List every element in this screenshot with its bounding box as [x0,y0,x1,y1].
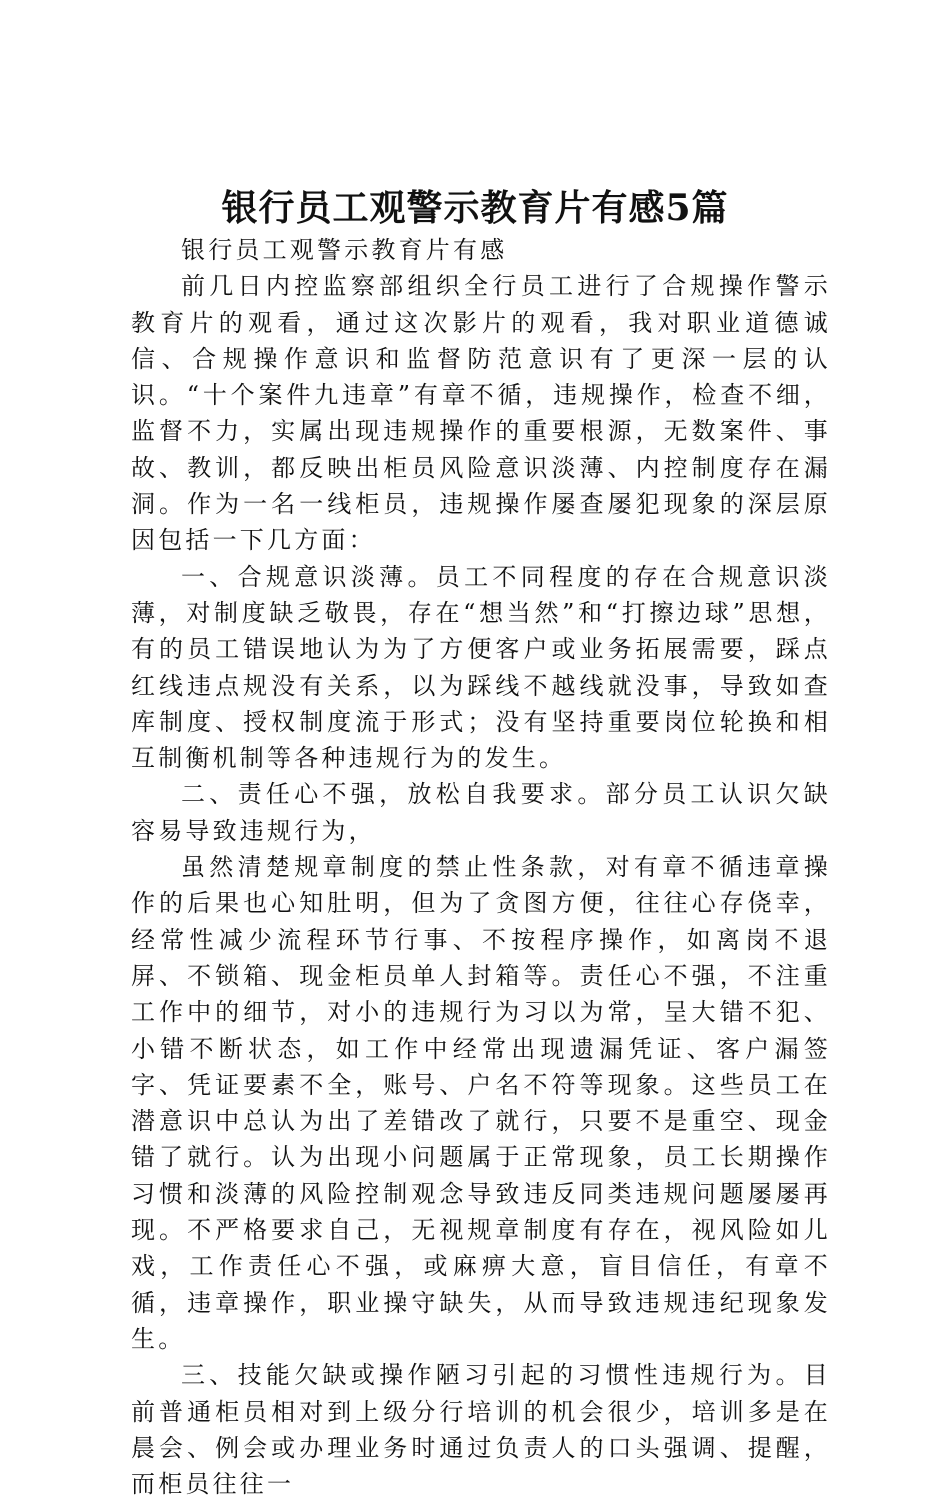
body-paragraph: 一、合规意识淡薄。员工不同程度的存在合规意识淡薄，对制度缺乏敬畏，存在“想当然”和“打擦边球”思想，有的员工错误地认为为了方便客户或业务拓展需要，踩点红线违点规没有关系，以为踩线不越线就没事，导致如查库制度、授权制度流于形式；没有坚持重要岗位轮换和相互制衡机制等各种违规行为的发生。 [131,562,831,773]
body-paragraph: 二、责任心不强，放松自我要求。部分员工认识欠缺容易导致违规行为， [131,780,831,845]
body-paragraph: 虽然清楚规章制度的禁止性条款，对有章不循违章操作的后果也心知肚明，但为了贪图方便，往往心存侥幸，经常性减少流程环节行事、不按程序操作，如离岗不退屏、不锁箱、现金柜员单人封箱等。责任心不强，不注重工作中的细节，对小的违规行为习以为常，呈大错不犯、小错不断状态，如工作中经常出现遗漏凭证、客户漏签字、凭证要素不全，账号、户名不符等现象。这些员工在潜意识中总认为出了差错改了就行，只要不是重空、现金错了就行。认为出现小问题属于正常现象，员工长期操作习惯和淡薄的风险控制观念导致违反同类违规问题屡屡再现。不严格要求自己，无视规章制度有存在，视风险如儿戏，工作责任心不强，或麻痹大意，盲目信任，有章不循，违章操作，职业操守缺失，从而导致违规违纪现象发生。 [131,853,831,1353]
document-body [131,232,831,1502]
body-paragraph: 三、技能欠缺或操作陋习引起的习惯性违规行为。目前普通柜员相对到上级分行培训的机会很少，培训多是在晨会、例会或办理业务时通过负责人的口头强调、提醒，而柜员往往一 [131,1361,831,1499]
document-title: 银行员工观警示教育片有感5篇 [221,187,729,229]
subtitle-paragraph: 银行员工观警示教育片有感 [181,236,508,264]
body-paragraph: 前几日内控监察部组织全行员工进行了合规操作警示教育片的观看，通过这次影片的观看，我对职业道德诚信、合规操作意识和监督防范意识有了更深一层的认识。“十个案件九违章”有章不循，违规操作，检查不细，监督不力，实属出现违规操作的重要根源，无数案件、事故、教训，都反映出柜员风险意识淡薄、内控制度存在漏洞。作为一名一线柜员，违规操作屡查屡犯现象的深层原因包括一下几方面： [131,272,831,555]
